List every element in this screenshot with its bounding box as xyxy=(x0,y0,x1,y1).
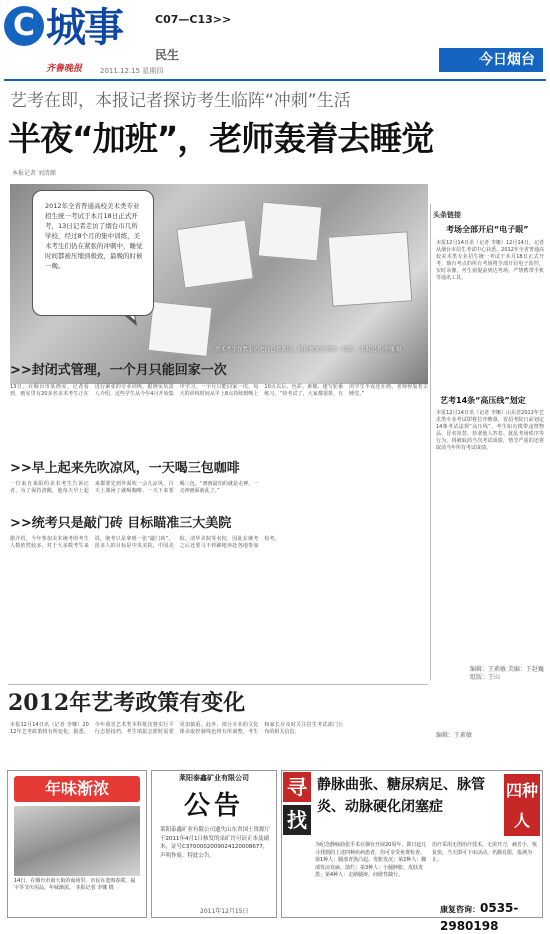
medical-ad-phone xyxy=(440,900,550,934)
section-title: 城事 xyxy=(46,5,122,51)
notice-title: 公告 xyxy=(183,791,244,821)
story-kicker: 艺考在即，本报记者探访考生临阵“冲刺”生活 xyxy=(10,91,351,111)
sidebar-label: 头条链接 xyxy=(433,211,461,219)
phone-number: 0535-2980198 xyxy=(440,901,519,933)
section-logo-c: C xyxy=(4,6,44,46)
today-yantai-banner: 今日烟台 xyxy=(439,48,543,72)
notice-date: 2011年12月15日 xyxy=(200,908,249,915)
masthead-rule xyxy=(4,79,546,81)
section-heading-closed-management: >>封闭式管理，一个月只能回家一次 xyxy=(10,363,227,378)
newspaper-logo: 齐鲁晚报 xyxy=(46,64,83,74)
policy-signature: 编辑：王素敏 xyxy=(436,732,473,739)
medical-ad-zhao: 找 xyxy=(283,805,311,835)
story-headline: 半夜“加班”，老师轰着去睡觉 xyxy=(8,119,434,158)
easel-drawing xyxy=(148,301,213,357)
policy-rule xyxy=(8,684,428,685)
easel-drawing xyxy=(258,201,323,261)
page-range: C07—C13>> xyxy=(155,13,232,26)
issue-date: 2011.12.15 星期四 xyxy=(100,67,164,75)
section-heading-coffee: >>早上起来先吹凉风，一天喝三包咖啡 xyxy=(10,461,240,476)
nianwei-title: 年味渐浓 xyxy=(14,776,140,802)
sidebar-body-2: 本报12月14日讯（记者 李娜）山东省2012年艺术类专业考试即将拉开帷幕，省招考院日前划定14条考试违规“高压线”，考生如有携带违禁物品、冒名顶替、抄袭他人答卷、扰乱考场秩序等行为，将被取消当次考试成绩，情节严重的还将取消当年所有考试成绩。 xyxy=(436,410,544,451)
sidebar-subhead-2: 艺考14条“高压线”划定 xyxy=(440,396,526,405)
section-subtitle: 民生 xyxy=(155,48,180,62)
notice-body: 莱阳泰鑫矿业有限公司遗失山东省国土资源厅于2011年4月1日核发的采矿许可证正本及副本，证号C3700002009024120008677，声明作废。特此公告。 xyxy=(160,827,271,859)
story-byline: 本报记者 刘清源 xyxy=(12,170,56,177)
sidebar-divider xyxy=(430,204,431,680)
policy-body: 本报12月14日讯（记者 李娜）2012年艺考政策将有所变化，据悉，今年我省艺术类本科批次将实行平行志愿投档，考生填报志愿时需要更加慎重。此外，部分专业的文化课录取控制线也将有所调整，考生和家长应及时关注招生考试部门公布的相关信息。 xyxy=(10,722,344,735)
nianwei-photo xyxy=(14,806,140,876)
lead-callout: 2012年全省普通高校美术类专业招生统一考试于本月18日正式开考，13日记者走访了烟台市几所学校，经过8个月的集中训练，美术考生们仍在紧张的冲刺中，睡觉时间都被压缩到极致，最晚的时候一晚。 xyxy=(32,190,154,316)
policy-headline: 2012年艺考政策有变化 xyxy=(8,690,246,716)
sidebar-subhead-1: 考场全部开启“电子眼” xyxy=(446,225,529,234)
section-body-coffee: 一位来自莱阳的美术考生告诉记者，为了保持清醒，他每天早上起来都要先到外面吹一会儿凉风，白天上课困了就喝咖啡，一天下来要喝三包。“画画最怕的就是走神，一走神画面就乱了。” xyxy=(10,481,259,494)
nianwei-caption: 14日，在烟台市南大街的商场里，市民在选购春联、福字等节庆用品，年味渐浓。 本报记者 李娜 摄 xyxy=(14,878,136,891)
sidebar-body-1: 本报12月14日讯（记者 李娜）12月14日，记者从烟台市招生考试中心获悉，2012年全省普通高校美术类专业招生统一考试于本月18日正式开考，烟台考点的所有考场将全部开启电子监控，实时录像，考生须提前到达考场，严禁携带手机等通讯工具。 xyxy=(436,240,544,281)
section-body-stepping-stone: 据介绍，今年参加美术统考的考生人数依然较多，对于大多数考生来说，统考只是拿到一张“敲门砖”，很多人的目标是中央美院、中国美院、清华美院等名校，因此在统考之后还要马不停蹄地奔赴各地参加校考。 xyxy=(10,536,280,549)
notice-company: 莱阳泰鑫矿业有限公司 xyxy=(179,774,249,782)
photo-caption: 美术考生在教室内进行色彩训练，准备参加全省统一考试。 本报记者 李娜 摄 xyxy=(215,347,402,353)
section-heading-stepping-stone: >>统考只是敲门砖 目标瞄准三大美院 xyxy=(10,516,232,531)
medical-ad-body-2: 治疗采用无创治疗技术，无需开刀，痛苦小，恢复快，当天即可下床活动。名额有限，报满为止。 xyxy=(432,842,538,863)
medical-ad-body: 为纪念静脉曲张手术在烟台开展20周年，即日起凡寻找到的上述四种疾病患者，均可享受免费检查。第1种人：腿部青筋凸起、发胀发沉；第2种人：脚部发凉发麻、溃烂；第3种人：小腿肿胀、皮肤发黑；第4种人：走路腿疼、间歇性跛行。 xyxy=(315,842,427,878)
medical-ad-four-people: 四种人 xyxy=(504,774,540,836)
medical-ad-xun: 寻 xyxy=(283,772,311,802)
easel-drawing xyxy=(328,231,413,306)
sidebar-signature: 编辑：王素敏 美编：王赵巍 组版：王山 xyxy=(470,666,544,681)
section-body-closed-management: 13日，在烟台市某画室，记者看到，画室里有20多名美术考生正在进行紧张的专业训练。据画室负责人介绍，这些学生从今年4月开始集中学习，一个月只能回家一次，每天的训练时间从早上8点持续到晚上10点以后，色彩、素描、速写轮番练习。“快考试了，大家都很拼，有的学生半夜还在画，老师得轰着去睡觉。” xyxy=(10,384,428,397)
phone-label: 康复咨询： xyxy=(440,905,480,914)
easel-drawing xyxy=(176,219,254,288)
medical-ad-title: 静脉曲张、糖尿病足、脉管炎、动脉硬化闭塞症 xyxy=(317,777,485,815)
